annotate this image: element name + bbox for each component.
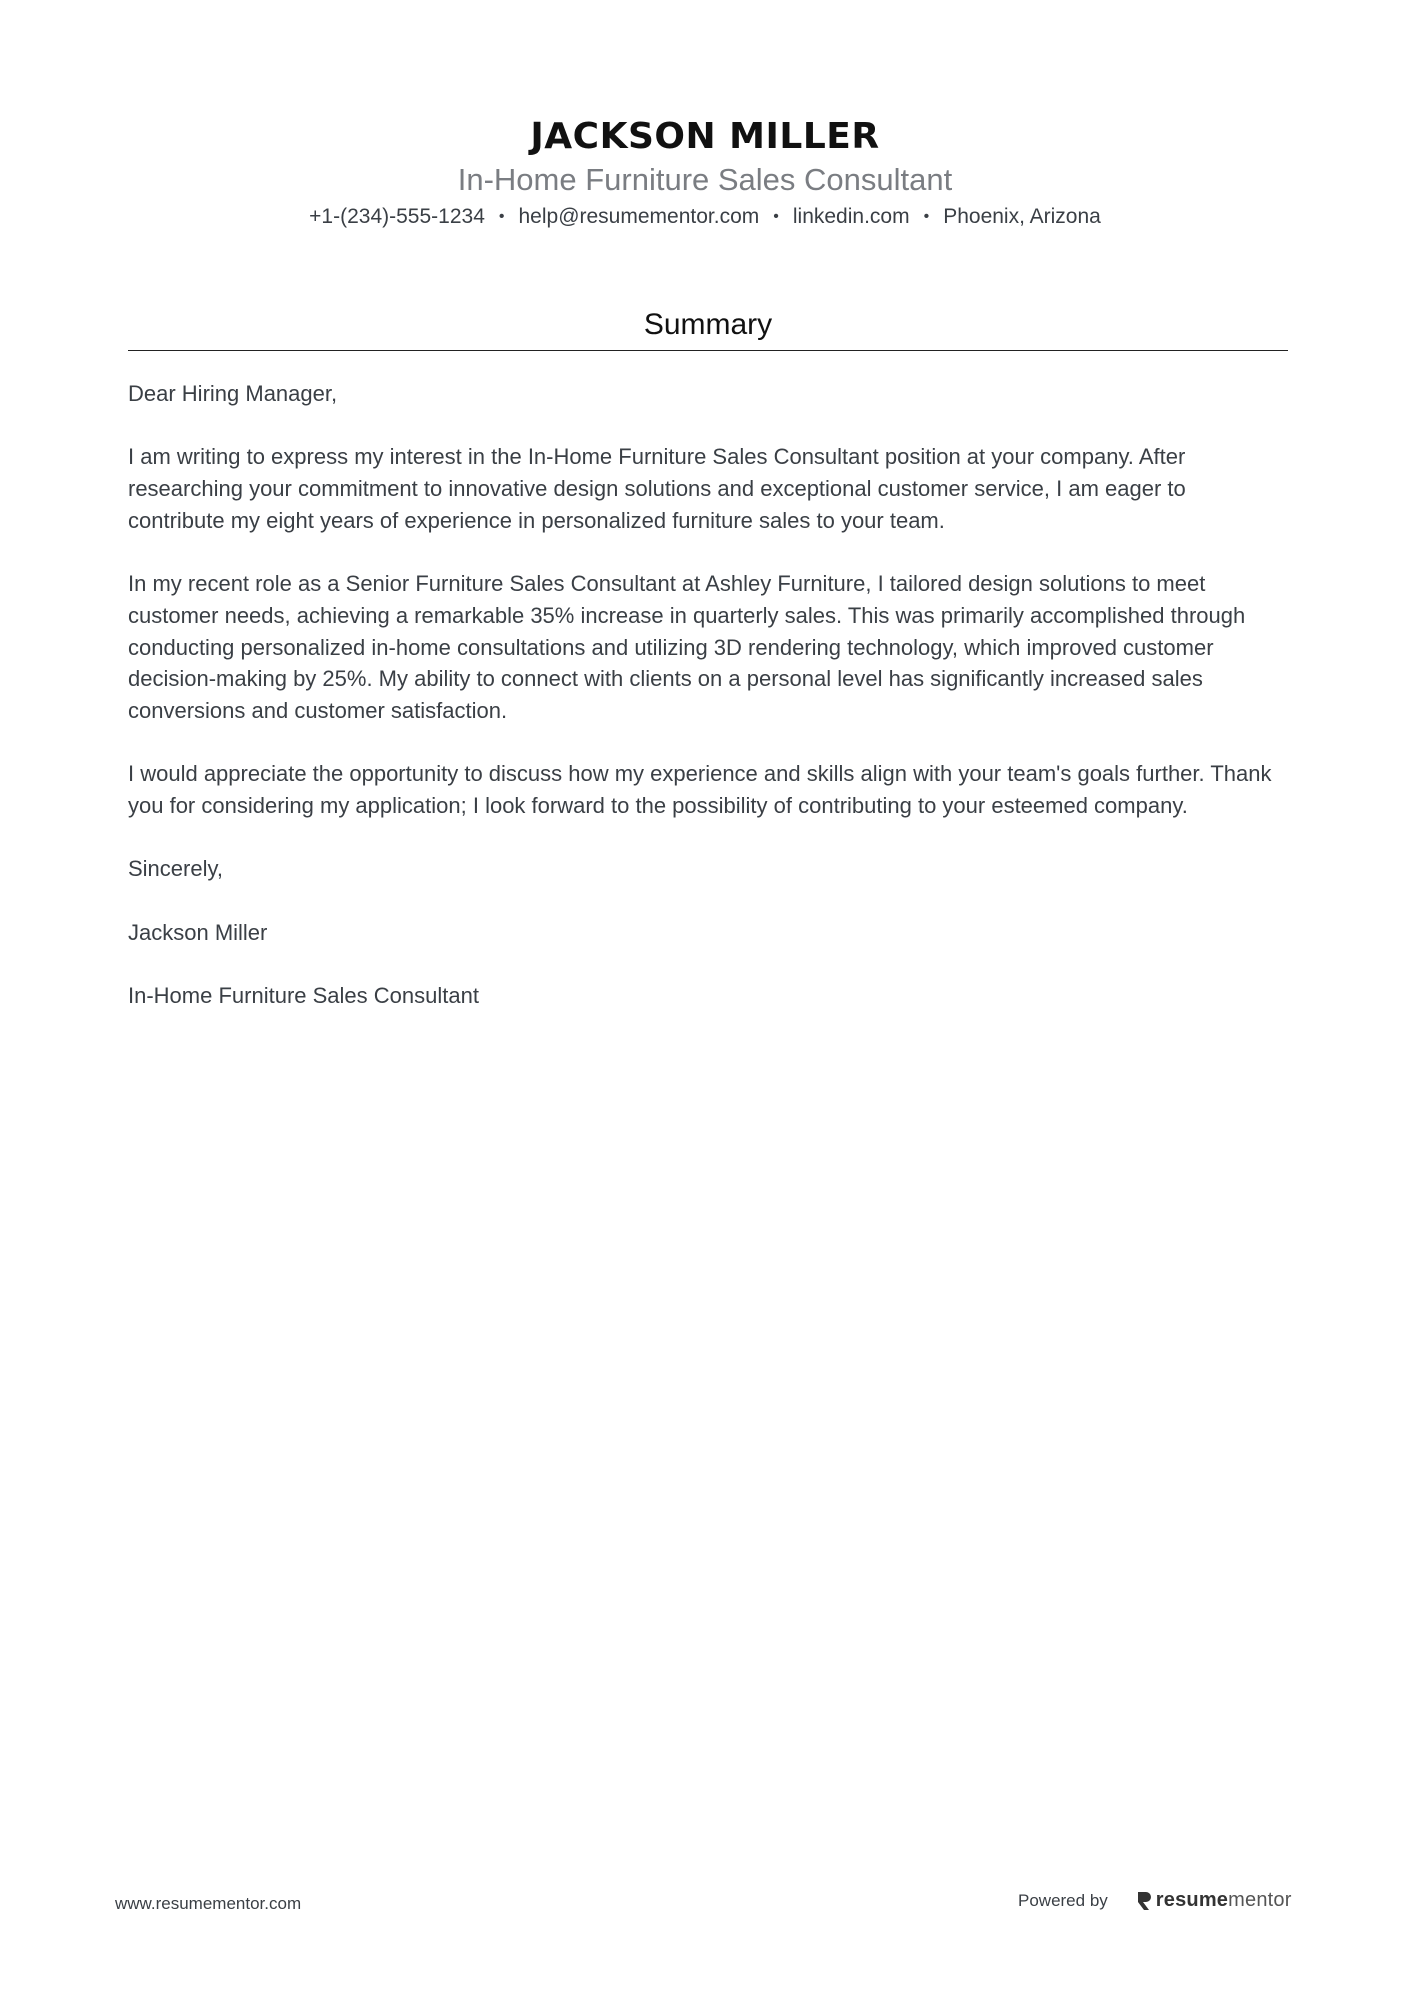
letter-body xyxy=(128,378,1288,1044)
contact-separator: • xyxy=(773,208,779,225)
candidate-title: In-Home Furniture Sales Consultant xyxy=(457,162,953,197)
letter-paragraph: I would appreciate the opportunity to discuss how my experience and skills align with your team's goals further. Thank you for considering my application; I look forward to the possibility of contributing to your esteemed company. xyxy=(128,761,1272,819)
contact-phone: +1-(234)-555-1234 xyxy=(309,205,485,228)
candidate-name: JACKSON MILLER xyxy=(530,116,880,157)
contact-separator: • xyxy=(498,208,505,225)
contact-location: Phoenix, Arizona xyxy=(943,205,1101,228)
resumementor-logo-icon xyxy=(1136,1890,1152,1912)
brand-name-bold: resume xyxy=(1155,1889,1229,1911)
footer-powered-by xyxy=(1018,1889,1292,1912)
section-heading-summary: Summary xyxy=(643,308,773,341)
brand-name-light: mentor xyxy=(1228,1889,1292,1911)
contact-email: help@resumementor.com xyxy=(518,205,760,228)
signature-title: In-Home Furniture Sales Consultant xyxy=(128,983,479,1009)
header xyxy=(0,112,1410,232)
letter-greeting: Dear Hiring Manager, xyxy=(128,381,338,406)
powered-by-label: Powered by xyxy=(1018,1890,1108,1910)
section-divider xyxy=(128,350,1288,351)
contact-line xyxy=(0,202,1410,232)
letter-paragraph: I am writing to express my interest in the In-Home Furniture Sales Consultant position at your company. After researching your commitment to innovative design solutions and exceptional customer service, I am eager to contribute my eight years of experience in personalized furniture sales to your team. xyxy=(128,444,1186,533)
brand-logo[interactable] xyxy=(1136,1889,1292,1912)
contact-separator: • xyxy=(923,208,930,225)
letter-paragraph: In my recent role as a Senior Furniture Sales Consultant at Ashley Furniture, I tailored design solutions to meet customer needs, achieving a remarkable 35% increase in quarterly sales. This was primarily accomplished through conducting personalized in-home consultations and utilizing 3D rendering technology, which improved customer decision-making by 25%. My ability to connect with clients on a personal level has significantly increased sales conversions and customer satisfaction. xyxy=(128,571,1246,723)
signature-name: Jackson Miller xyxy=(128,919,268,945)
letter-closing: Sincerely, xyxy=(128,856,223,882)
contact-website: linkedin.com xyxy=(792,205,910,228)
footer-website[interactable]: www.resumementor.com xyxy=(115,1894,302,1913)
